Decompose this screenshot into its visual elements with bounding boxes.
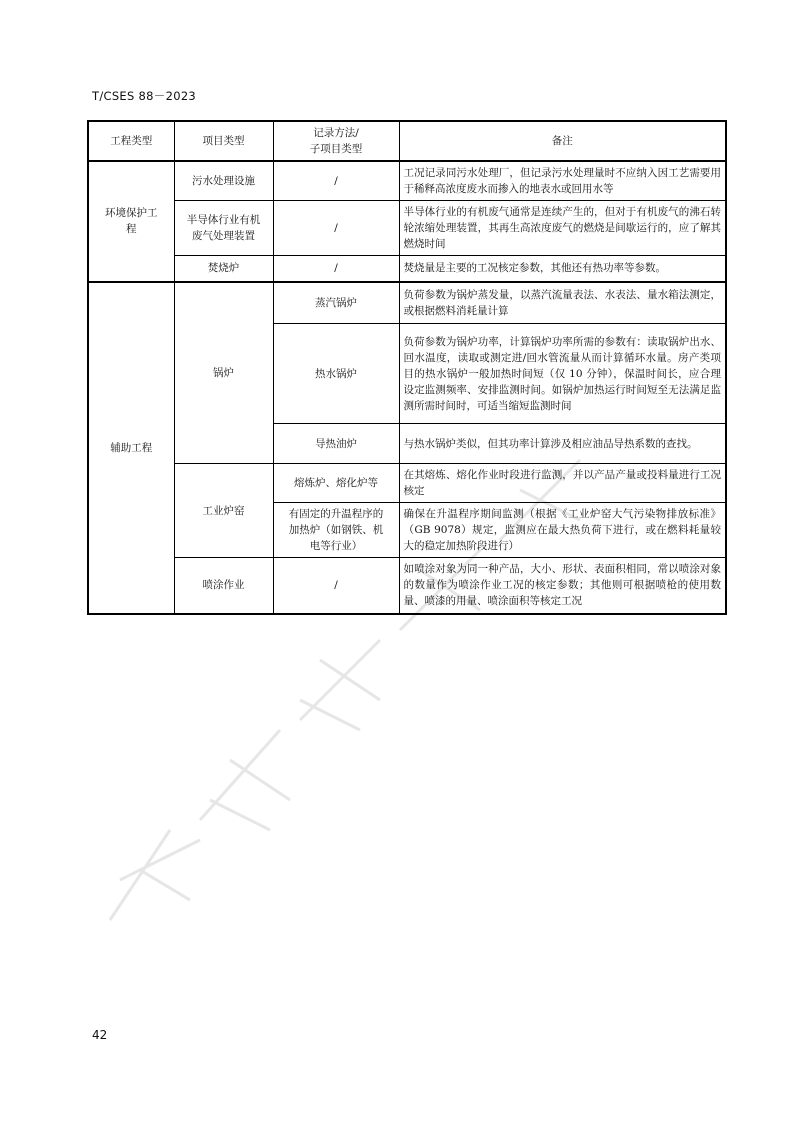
table-row: [88, 282, 726, 324]
remark: 负荷参数为锅炉蒸发量，以蒸汽流量表法、水表法、量水箱法测定，或根据燃料消耗量计算: [399, 282, 726, 324]
remark: 焚烧量是主要的工况核定参数，其他还有热功率等参数。: [399, 256, 726, 282]
standard-code-header: T/CSES 88－2023: [92, 89, 197, 103]
remark: 如喷涂对象为同一种产品，大小、形状、表面积相同，常以喷涂对象的数量作为喷涂作业工况的核定参数；其他则可根据喷枪的使用数量、喷漆的用量、喷涂面积等核定工况: [399, 558, 726, 614]
table-row: [88, 464, 726, 503]
project-type: 污水处理设施: [174, 161, 273, 201]
record-method: 有固定的升温程序的 加热炉（如钢铁、机 电等行业）: [273, 503, 399, 558]
header-project-type: 项目类型: [174, 121, 273, 161]
remark: 在其熔炼、熔化作业时段进行监测，并以产品产量或投料量进行工况核定: [399, 464, 726, 503]
table-header-row: [88, 121, 726, 161]
project-type: 锅炉: [174, 282, 273, 464]
work-condition-table: [87, 120, 727, 615]
table-row: [88, 558, 726, 614]
remark: 与热水锅炉类似，但其功率计算涉及相应油品导热系数的查找。: [399, 424, 726, 464]
record-method: 热水锅炉: [273, 324, 399, 424]
project-type: 半导体行业有机 废气处理装置: [174, 201, 273, 256]
remark: 确保在升温程序期间监测（根据《工业炉窑大气污染物排放标准》（GB 9078）规定，监测应在最大热负荷下进行，或在燃料耗量较大的稳定加热阶段进行）: [399, 503, 726, 558]
header-remarks: 备注: [399, 121, 726, 161]
page-number: 42: [92, 1028, 108, 1042]
record-method: /: [273, 161, 399, 201]
table-row: [88, 161, 726, 201]
table-row: [88, 201, 726, 256]
record-method: 导热油炉: [273, 424, 399, 464]
header-engineering-type: 工程类型: [88, 121, 174, 161]
remark: 工况记录同污水处理厂，但记录污水处理量时不应纳入因工艺需要用于稀释高浓度废水而掺入的地表水或回用水等: [399, 161, 726, 201]
remark: 负荷参数为锅炉功率，计算锅炉功率所需的参数有：读取锅炉出水、回水温度，读取或测定进/回水管流量从而计算循环水量。房产类项目的热水锅炉一般加热时间短（仅 10 分钟），保温时间长，应合理设定监测频率、安排监测时间。如锅炉加热运行时间短至无法满足监测所需时间时，可适当缩短监测时间: [399, 324, 726, 424]
record-method: /: [273, 256, 399, 282]
engineering-type-env-protection: 环境保护工 程: [88, 161, 174, 282]
record-method: /: [273, 201, 399, 256]
project-type: 工业炉窑: [174, 464, 273, 558]
project-type: 焚烧炉: [174, 256, 273, 282]
engineering-type-auxiliary: 辅助工程: [88, 282, 174, 614]
table-row: [88, 256, 726, 282]
remark: 半导体行业的有机废气通常是连续产生的，但对于有机废气的沸石转轮浓缩处理装置，其再生高浓度废气的燃烧是间歇运行的，应了解其燃烧时间: [399, 201, 726, 256]
project-type: 喷涂作业: [174, 558, 273, 614]
record-method: 蒸汽锅炉: [273, 282, 399, 324]
header-record-method: 记录方法/ 子项目类型: [273, 121, 399, 161]
record-method: 熔炼炉、熔化炉等: [273, 464, 399, 503]
record-method: /: [273, 558, 399, 614]
